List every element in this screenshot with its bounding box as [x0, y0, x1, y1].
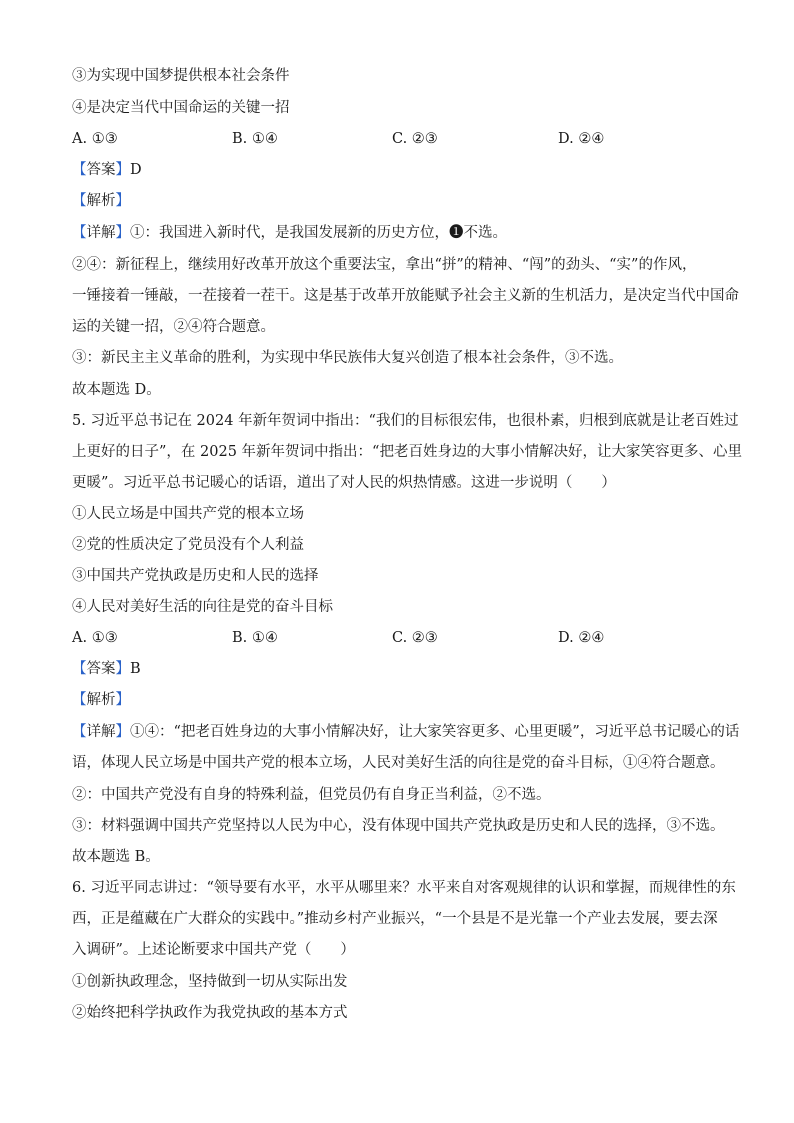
statement-3: ③中国共产党执政是历史和人民的选择: [72, 568, 319, 584]
detail-paragraph-line: 语，体现人民立场是中国共产党的根本立场，人民对美好生活的向往是党的奋斗目标，①④符合题意。: [72, 755, 725, 771]
statement-1: ①创新执政理念，坚持做到一切从实际出发: [72, 974, 348, 990]
detail-paragraph-line: ③：材料强调中国共产党坚持以人民为中心，没有体现中国共产党执政是历史和人民的选择，③不选。: [72, 818, 725, 834]
statement-4: ④是决定当代中国命运的关键一招: [72, 100, 290, 116]
answer-line: 【答案】D: [72, 162, 142, 178]
detail-paragraph-line: ②④：新征程上，继续用好改革开放这个重要法宝，拿出“拼”的精神、“闯”的劲头、“实”的作风，: [72, 257, 697, 273]
analysis-tag: 解析: [86, 193, 116, 209]
answer-value: D: [130, 162, 142, 178]
statement-3: ③为实现中国梦提供根本社会条件: [72, 68, 290, 84]
option-c: C. ②③: [392, 630, 438, 646]
option-a: A. ①③: [72, 131, 118, 147]
detail-paragraph-line: 运的关键一招，②④符合题意。: [72, 319, 275, 335]
answer-value: B: [130, 661, 141, 677]
answer-tag: 答案: [86, 661, 116, 677]
statement-2: ②党的性质决定了党员没有个人利益: [72, 537, 304, 553]
statement-1: ①人民立场是中国共产党的根本立场: [72, 506, 304, 522]
conclusion: 故本题选 D。: [72, 382, 161, 398]
option-c: C. ②③: [392, 131, 438, 147]
option-a: A. ①③: [72, 630, 118, 646]
question-stem-line: 更暖”。习近平总书记暖心的话语，道出了对人民的炽热情感。这进一步说明（ ）: [72, 475, 616, 491]
question-stem-line: 入调研”。上述论断要求中国共产党（ ）: [72, 942, 355, 958]
analysis-tag: 解析: [86, 692, 116, 708]
answer-tag: 答案: [86, 162, 116, 178]
detail-text: ①：我国进入新时代，是我国发展新的历史方位，❶不选。: [130, 225, 507, 241]
question-stem-line: 上更好的日子”，在 2025 年新年贺词中指出：“把老百姓身边的大事小情解决好，让大家笑容更多、心里: [72, 444, 742, 460]
analysis-line: 【解析】: [72, 692, 130, 708]
analysis-line: 【解析】: [72, 193, 130, 209]
question-stem-line: 5. 习近平总书记在 2024 年新年贺词中指出：“我们的目标很宏伟，也很朴素，归根到底就是让老百姓过: [72, 413, 739, 429]
detail-paragraph-line: ②：中国共产党没有自身的特殊利益，但党员仍有自身正当利益，②不选。: [72, 787, 551, 803]
conclusion: 故本题选 B。: [72, 849, 160, 865]
option-b: B. ①④: [232, 630, 278, 646]
detail-tag: 详解: [86, 724, 116, 740]
question-stem-line: 6. 习近平同志讲过：“领导要有水平，水平从哪里来？水平来自对客观规律的认识和掌握，而规律性的东: [72, 880, 736, 896]
answer-line: 【答案】B: [72, 661, 141, 677]
option-b: B. ①④: [232, 131, 278, 147]
statement-4: ④人民对美好生活的向往是党的奋斗目标: [72, 599, 333, 615]
detail-tag: 详解: [86, 225, 116, 241]
detail-paragraph-line: ③：新民主主义革命的胜利，为实现中华民族伟大复兴创造了根本社会条件，③不选。: [72, 350, 623, 366]
option-d: D. ②④: [558, 630, 605, 646]
detail-paragraph-line: 一锤接着一锤敲，一茬接着一茬干。这是基于改革开放能赋予社会主义新的生机活力，是决定当代中国命: [72, 288, 739, 304]
detail-line: 【详解】①④：“把老百姓身边的大事小情解决好，让大家笑容更多、心里更暖”，习近平总书记暖心的话: [72, 724, 740, 740]
detail-text: ①④：“把老百姓身边的大事小情解决好，让大家笑容更多、心里更暖”，习近平总书记暖心的话: [130, 724, 740, 740]
option-d: D. ②④: [558, 131, 605, 147]
question-stem-line: 西，正是蕴藏在广大群众的实践中。”推动乡村产业振兴，“一个县是不是光靠一个产业去发展，要去深: [72, 911, 718, 927]
detail-line: 【详解】①：我国进入新时代，是我国发展新的历史方位，❶不选。: [72, 225, 507, 241]
statement-2: ②始终把科学执政作为我党执政的基本方式: [72, 1005, 348, 1021]
